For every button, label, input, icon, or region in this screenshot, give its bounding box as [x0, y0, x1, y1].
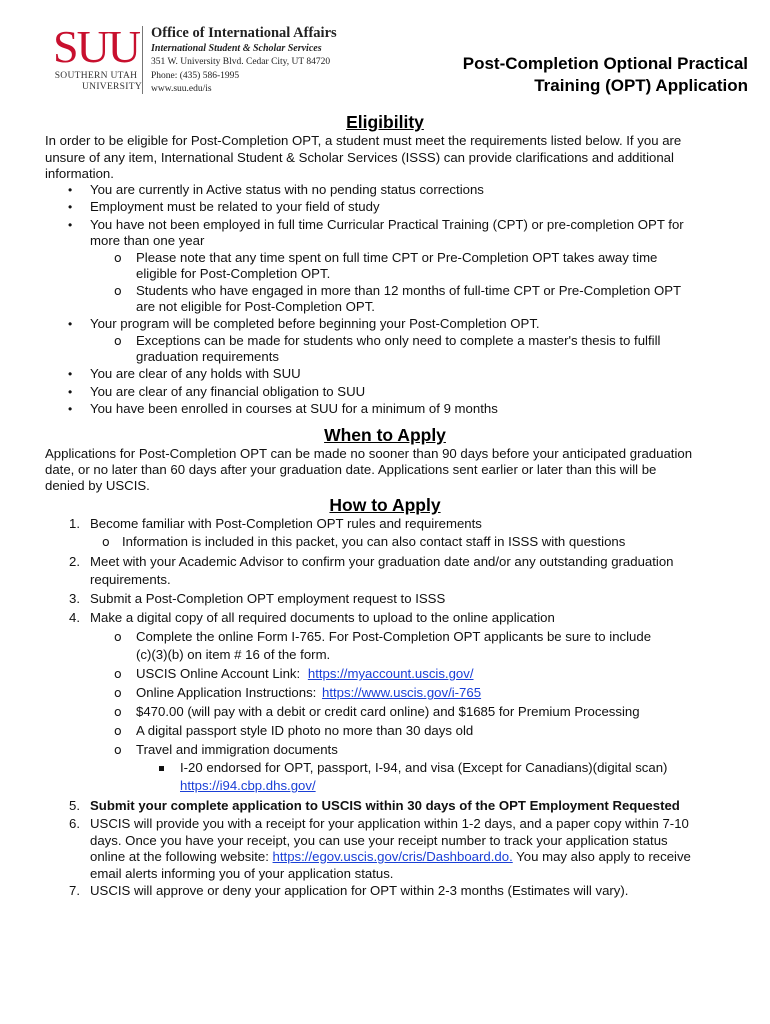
eligibility-item-program-completion: Your program will be completed before beginning your Post-Completion OPT. — [90, 316, 540, 331]
sub-bullet-glyph: o — [114, 250, 122, 265]
egov-link[interactable]: https://egov.uscis.gov/cris/Dashboard.do. — [272, 849, 513, 864]
sub-bullet-glyph: o — [114, 666, 122, 681]
step-6-line3-pre: online at the following website: — [90, 849, 269, 864]
bullet-glyph: • — [68, 367, 73, 381]
suu-logo-sub1: SOUTHERN UTAH — [54, 71, 138, 81]
step-number: 4. — [69, 610, 80, 625]
eligibility-intro-line2: unsure of any item, International Student & Scholar Services (ISSS) can provide clarifications and additional — [45, 150, 674, 165]
eligibility-intro-line3: information. — [45, 166, 114, 181]
instructions-label: Online Application Instructions: — [136, 685, 317, 700]
bullet-glyph: • — [68, 402, 73, 416]
office-website: www.suu.edu/is — [151, 84, 212, 94]
step-number: 7. — [69, 883, 80, 898]
office-block — [151, 24, 337, 97]
eligibility-item-field-of-study: Employment must be related to your field of study — [90, 199, 380, 214]
sub-bullet-glyph: o — [114, 723, 122, 738]
eligibility-exception-line2: graduation requirements — [136, 349, 279, 364]
step-4-documents: Travel and immigration documents — [136, 742, 338, 757]
sub-bullet-glyph: o — [114, 333, 122, 348]
step-6-line1: USCIS will provide you with a receipt for your application within 1-2 days, and a paper copy within 7-10 — [90, 816, 689, 831]
sub-bullet-glyph: o — [102, 534, 110, 549]
square-bullet-icon — [159, 766, 164, 771]
sub-bullet-glyph: o — [114, 685, 122, 700]
suu-logo-letters: SUU — [52, 21, 140, 72]
header-divider — [142, 26, 143, 94]
step-5: Submit your complete application to USCIS within 30 days of the OPT Employment Requested — [90, 798, 680, 813]
eligibility-item-cpt-line1: You have not been employed in full time Curricular Practical Training (CPT) or pre-completion OPT for — [90, 217, 684, 232]
document-title — [463, 53, 748, 97]
document-title-line1: Post-Completion Optional Practical — [462, 54, 748, 73]
bullet-glyph: • — [68, 317, 73, 331]
step-4-fee: $470.00 (will pay with a debit or credit card online) and $1685 for Premium Processing — [136, 704, 640, 719]
eligibility-cpt-note1-line2: eligible for Post-Completion OPT. — [136, 266, 331, 281]
step-4-account-link-row — [136, 666, 474, 683]
office-phone: Phone: (435) 586-1995 — [151, 70, 240, 81]
office-sub: International Student & Scholar Services — [151, 43, 322, 54]
office-address: 351 W. University Blvd. Cedar City, UT 84720 — [151, 57, 331, 67]
step-number: 6. — [69, 816, 80, 831]
step-6-line3 — [90, 849, 691, 866]
step-2-line1: Meet with your Academic Advisor to confirm your graduation date and/or any outstanding graduation — [90, 554, 674, 569]
eligibility-cpt-note2-line1: Students who have engaged in more than 12 months of full-time CPT or Pre-Completion OPT — [136, 283, 682, 298]
sub-bullet-glyph: o — [114, 629, 122, 644]
eligibility-cpt-note2-line2: are not eligible for Post-Completion OPT. — [136, 299, 375, 314]
step-4-photo: A digital passport style ID photo no more than 30 days old — [136, 723, 474, 738]
document-title-line2: Training (OPT) Application — [534, 76, 748, 95]
eligibility-item-cpt-line2: more than one year — [90, 233, 205, 248]
step-4-form-line1: Complete the online Form I-765. For Post-Completion OPT applicants be sure to include — [136, 629, 652, 644]
step-6-line3-post: You may also apply to receive — [516, 849, 691, 864]
bullet-glyph: • — [68, 200, 73, 214]
step-number: 2. — [69, 554, 80, 569]
suu-logo — [46, 21, 146, 94]
sub-bullet-glyph: o — [114, 704, 122, 719]
step-3: Submit a Post-Completion OPT employment request to ISSS — [90, 591, 446, 606]
office-name: Office of International Affairs — [151, 25, 337, 41]
step-6-line4: email alerts informing you of your application status. — [90, 866, 394, 881]
step-number: 3. — [69, 591, 80, 606]
uscis-account-label: USCIS Online Account Link: — [136, 666, 301, 681]
eligibility-item-enrollment: You have been enrolled in courses at SUU for a minimum of 9 months — [90, 401, 498, 416]
suu-logo-sub2: UNIVERSITY — [82, 82, 142, 92]
step-1: Become familiar with Post-Completion OPT rules and requirements — [90, 516, 482, 531]
step-4-instructions-row — [136, 685, 481, 702]
eligibility-item-financial: You are clear of any financial obligation to SUU — [90, 384, 366, 399]
when-to-apply-line1: Applications for Post-Completion OPT can be made no sooner than 90 days before your anticipated graduation — [45, 446, 693, 461]
sub-bullet-glyph: o — [114, 742, 122, 757]
step-number: 1. — [69, 516, 80, 531]
eligibility-exception-line1: Exceptions can be made for students who only need to complete a master's thesis to fulfill — [136, 333, 661, 348]
when-to-apply-line2: date, or no later than 60 days after your graduation date. Applications sent earlier or later than this will be — [45, 462, 657, 477]
bullet-glyph: • — [68, 385, 73, 399]
eligibility-cpt-note1-line1: Please note that any time spent on full time CPT or Pre-Completion OPT takes away time — [136, 250, 658, 265]
eligibility-item-holds: You are clear of any holds with SUU — [90, 366, 301, 381]
instructions-link[interactable]: https://www.uscis.gov/i-765 — [322, 685, 482, 700]
step-1-info: Information is included in this packet, you can also contact staff in ISSS with questions — [122, 534, 626, 549]
uscis-account-link[interactable]: https://myaccount.uscis.gov/ — [307, 666, 474, 681]
how-to-apply-heading: How to Apply — [329, 495, 441, 515]
step-number: 5. — [69, 798, 80, 813]
eligibility-heading: Eligibility — [346, 112, 424, 132]
i94-link[interactable]: https://i94.cbp.dhs.gov/ — [180, 778, 316, 793]
step-2-line2: requirements. — [90, 572, 171, 587]
when-to-apply-heading: When to Apply — [324, 425, 446, 445]
i94-row — [180, 778, 316, 795]
when-to-apply-line3: denied by USCIS. — [45, 478, 150, 493]
eligibility-item-active-status: You are currently in Active status with no pending status corrections — [90, 182, 484, 197]
step-4-i20: I-20 endorsed for OPT, passport, I-94, and visa (Except for Canadians)(digital scan) — [180, 760, 668, 775]
step-4-form-line2: (c)(3)(b) on item # 16 of the form. — [136, 647, 331, 662]
step-7: USCIS will approve or deny your application for OPT within 2-3 months (Estimates will vary). — [90, 883, 629, 898]
step-4: Make a digital copy of all required documents to upload to the online application — [90, 610, 555, 625]
bullet-glyph: • — [68, 183, 73, 197]
eligibility-intro-line1: In order to be eligible for Post-Completion OPT, a student must meet the requirements listed below. If you are — [45, 133, 682, 148]
bullet-glyph: • — [68, 218, 73, 232]
step-6-line2: days. Once you have your receipt, you can use your receipt number to track your application status — [90, 833, 668, 848]
sub-bullet-glyph: o — [114, 283, 122, 298]
